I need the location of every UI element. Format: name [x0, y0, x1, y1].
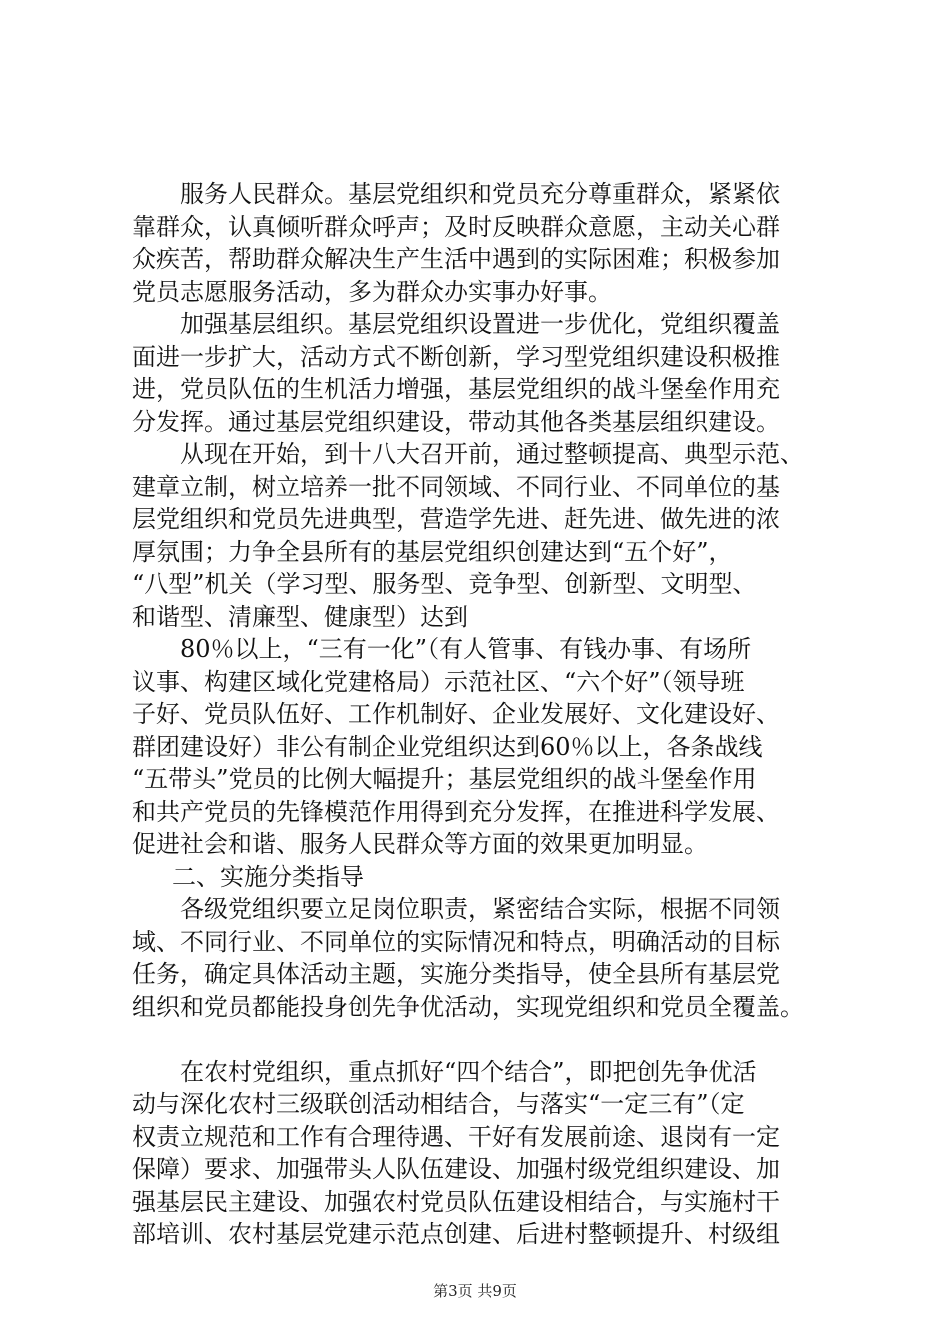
paragraph-line: 80％以上，“三有一化”（有人管事、有钱办事、有场所 — [180, 635, 752, 663]
paragraph-line: 加强基层组织。基层党组织设置进一步优化，党组织覆盖 — [180, 310, 780, 338]
paragraph-line: 强基层民主建设、加强农村党员队伍建设相结合，与实施村干 — [132, 1187, 780, 1216]
paragraph-line: 权责立规范和工作有合理待遇、干好有发展前途、退岗有一定 — [132, 1122, 780, 1151]
paragraph-line: 域、不同行业、不同单位的实际情况和特点，明确活动的目标 — [132, 927, 780, 956]
paragraph-line: 部培训、农村基层党建示范点创建、后进村整顿提升、村级组 — [132, 1220, 780, 1248]
paragraph-line: 各级党组织要立足岗位职责，紧密结合实际，根据不同领 — [180, 895, 780, 923]
paragraph-line: 促进社会和谐、服务人民群众等方面的效果更加明显。 — [132, 830, 708, 858]
page-number: 第3页 共9页 — [433, 1282, 517, 1300]
paragraph-spacer — [132, 1023, 832, 1056]
paragraph-line: 子好、党员队伍好、工作机制好、企业发展好、文化建设好、 — [132, 700, 780, 728]
page-footer — [0, 1280, 950, 1301]
paragraph-line: 党员志愿服务活动，多为群众办实事办好事。 — [132, 277, 612, 306]
paragraph-line: 保障）要求、加强带头人队伍建设、加强村级党组织建设、加 — [132, 1155, 780, 1183]
paragraph-line: 组织和党员都能投身创先争优活动，实现党组织和党员全覆盖。 — [132, 992, 804, 1021]
paragraph-line: 面进一步扩大，活动方式不断创新，学习型党组织建设积极推 — [132, 342, 780, 371]
paragraph-line: 议事、构建区域化党建格局）示范社区、“六个好”（领导班 — [132, 667, 745, 696]
paragraph-line: 众疾苦，帮助群众解决生产生活中遇到的实际困难；积极参加 — [132, 245, 780, 273]
paragraph-line: “八型”机关（学习型、服务型、竞争型、创新型、文明型、 — [132, 570, 757, 598]
document-body — [132, 178, 832, 1251]
paragraph-line: 在农村党组织，重点抓好“四个结合”，即把创先争优活 — [180, 1057, 757, 1086]
paragraph-line: 进，党员队伍的生机活力增强，基层党组织的战斗堡垒作用充 — [132, 375, 780, 403]
paragraph-line: 任务，确定具体活动主题，实施分类指导，使全县所有基层党 — [132, 960, 780, 988]
paragraph-line: 从现在开始，到十八大召开前，通过整顿提高、典型示范、 — [180, 440, 804, 468]
paragraph-line: 层党组织和党员先进典型，营造学先进、赶先进、做先进的浓 — [132, 505, 780, 533]
paragraph-line: 分发挥。通过基层党组织建设，带动其他各类基层组织建设。 — [132, 407, 780, 436]
paragraph-line: “五带头”党员的比例大幅提升；基层党组织的战斗堡垒作用 — [132, 765, 757, 793]
paragraph-line: 和谐型、清廉型、健康型）达到 — [132, 602, 468, 631]
paragraph-line: 厚氛围；力争全县所有的基层党组织创建达到“五个好”， — [132, 537, 733, 566]
paragraph-line: 动与深化农村三级联创活动相结合，与落实“一定三有”（定 — [132, 1090, 745, 1118]
paragraph-line: 服务人民群众。基层党组织和党员充分尊重群众，紧紧依 — [180, 180, 780, 208]
paragraph-line: 和共产党员的先锋模范作用得到充分发挥，在推进科学发展、 — [132, 797, 780, 826]
paragraph-line: 建章立制，树立培养一批不同领域、不同行业、不同单位的基 — [132, 472, 780, 501]
section-heading: 二、实施分类指导 — [172, 862, 364, 891]
paragraph-line: 靠群众，认真倾听群众呼声；及时反映群众意愿，主动关心群 — [132, 212, 780, 241]
paragraph-line: 群团建设好）非公有制企业党组织达到60％以上，各条战线 — [132, 732, 763, 761]
